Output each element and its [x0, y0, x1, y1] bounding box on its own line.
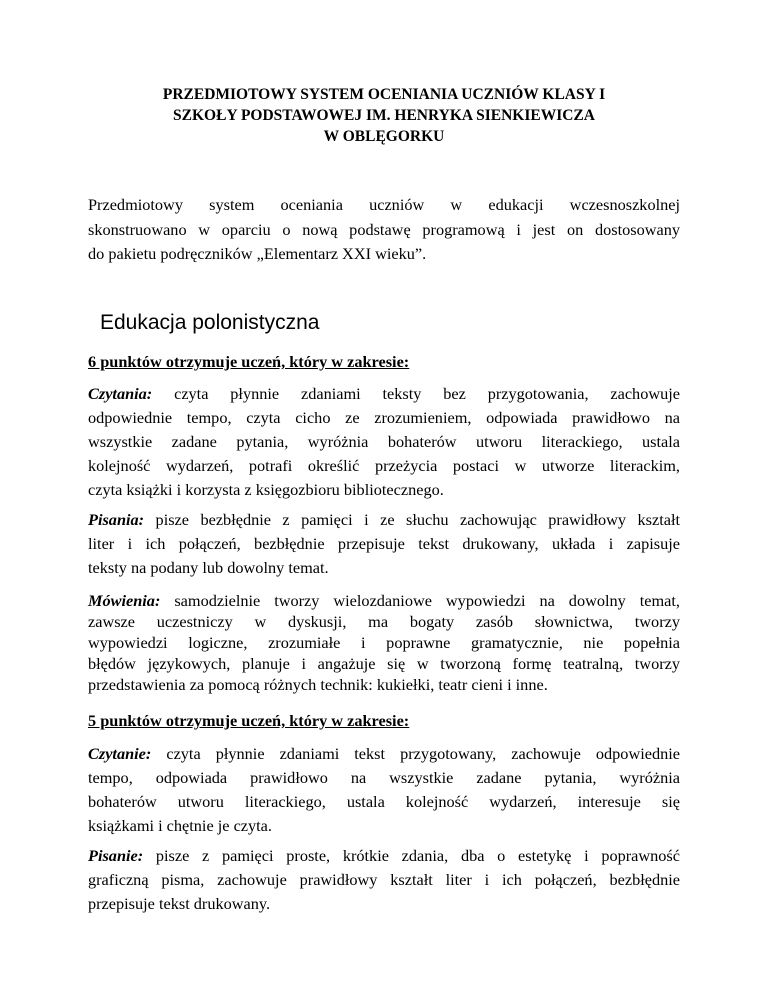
title-line-1: PRZEDMIOTOWY SYSTEM OCENIANIA UCZNIÓW KLASY I	[162, 86, 606, 103]
reading-text: czyta płynnie zdaniami tekst przygotowany, zachowuje odpowiednie	[151, 744, 680, 763]
reading-text: tempo, odpowiada prawidłowo na wszystkie zadane pytania, wyróżnia	[88, 768, 680, 787]
writing-label: Pisanie:	[88, 846, 144, 865]
level-6-subheading: 6 punktów otrzymuje uczeń, który w zakresie:	[88, 352, 410, 371]
writing-text: graficzną pisma, zachowuje prawidłowy kształt liter i ich połączeń, bezbłędnie	[88, 870, 680, 889]
reading-text: czyta płynnie zdaniami teksty bez przygotowania, zachowuje	[152, 384, 680, 403]
title-line-3: W OBLĘGORKU	[323, 128, 445, 145]
section-heading: Edukacja polonistyczna	[100, 311, 320, 334]
reading-text: kolejność wydarzeń, potrafi określić przeżycia postaci w utworze literackim,	[88, 456, 680, 475]
level-6-writing-paragraph	[88, 508, 680, 580]
level-6-speaking-paragraph	[88, 590, 680, 695]
writing-text: liter i ich połączeń, bezbłędnie przepisuje tekst drukowany, układa i zapisuje	[88, 534, 680, 553]
speaking-text: błędów językowych, planuje i angażuje się w tworzoną formę teatralną, tworzy	[88, 654, 680, 673]
speaking-text: zawsze uczestniczy w dyskusji, ma bogaty zasób słownictwa, tworzy	[88, 612, 680, 631]
reading-text: książkami i chętnie je czyta.	[88, 816, 272, 835]
title-line-2: SZKOŁY PODSTAWOWEJ IM. HENRYKA SIENKIEWICZA	[173, 107, 595, 124]
intro-line: Przedmiotowy system oceniania uczniów w edukacji wczesnoszkolnej	[88, 195, 680, 214]
level-5-subheading: 5 punktów otrzymuje uczeń, który w zakresie:	[88, 711, 410, 730]
writing-label: Pisania:	[88, 510, 145, 529]
reading-text: odpowiednie tempo, czyta cicho ze zrozumieniem, odpowiada prawidłowo na	[88, 408, 680, 427]
document-title	[88, 84, 680, 147]
writing-text: teksty na podany lub dowolny temat.	[88, 558, 329, 577]
writing-text: pisze z pamięci proste, krótkie zdania, dba o estetykę i poprawność	[143, 846, 680, 865]
writing-text: przepisuje tekst drukowany.	[88, 894, 271, 913]
intro-line: do pakietu podręczników „Elementarz XXI wieku”.	[88, 244, 427, 263]
level-5-writing-paragraph	[88, 844, 680, 916]
reading-label: Czytania:	[88, 384, 153, 403]
reading-text: wszystkie zadane pytania, wyróżnia bohaterów utworu literackiego, ustala	[88, 432, 680, 451]
intro-line: skonstruowano w oparciu o nową podstawę programową i jest on dostosowany	[88, 219, 680, 239]
writing-text: pisze bezbłędnie z pamięci i ze słuchu zachowując prawidłowy kształt	[144, 510, 680, 529]
reading-text: czyta książki i korzysta z księgozbioru bibliotecznego.	[88, 480, 444, 499]
reading-text: bohaterów utworu literackiego, ustala kolejność wydarzeń, interesuje się	[88, 792, 680, 811]
speaking-text: samodzielnie tworzy wielozdaniowe wypowiedzi na dowolny temat,	[160, 591, 680, 610]
speaking-text: wypowiedzi logiczne, zrozumiałe i poprawne gramatycznie, nie popełnia	[88, 633, 680, 652]
level-6-reading-paragraph	[88, 382, 680, 502]
reading-label: Czytanie:	[88, 744, 152, 763]
level-5-reading-paragraph	[88, 742, 680, 838]
speaking-text: przedstawienia za pomocą różnych technik: kukiełki, teatr cieni i inne.	[88, 675, 548, 694]
speaking-label: Mówienia:	[88, 591, 161, 610]
intro-paragraph	[88, 193, 680, 267]
